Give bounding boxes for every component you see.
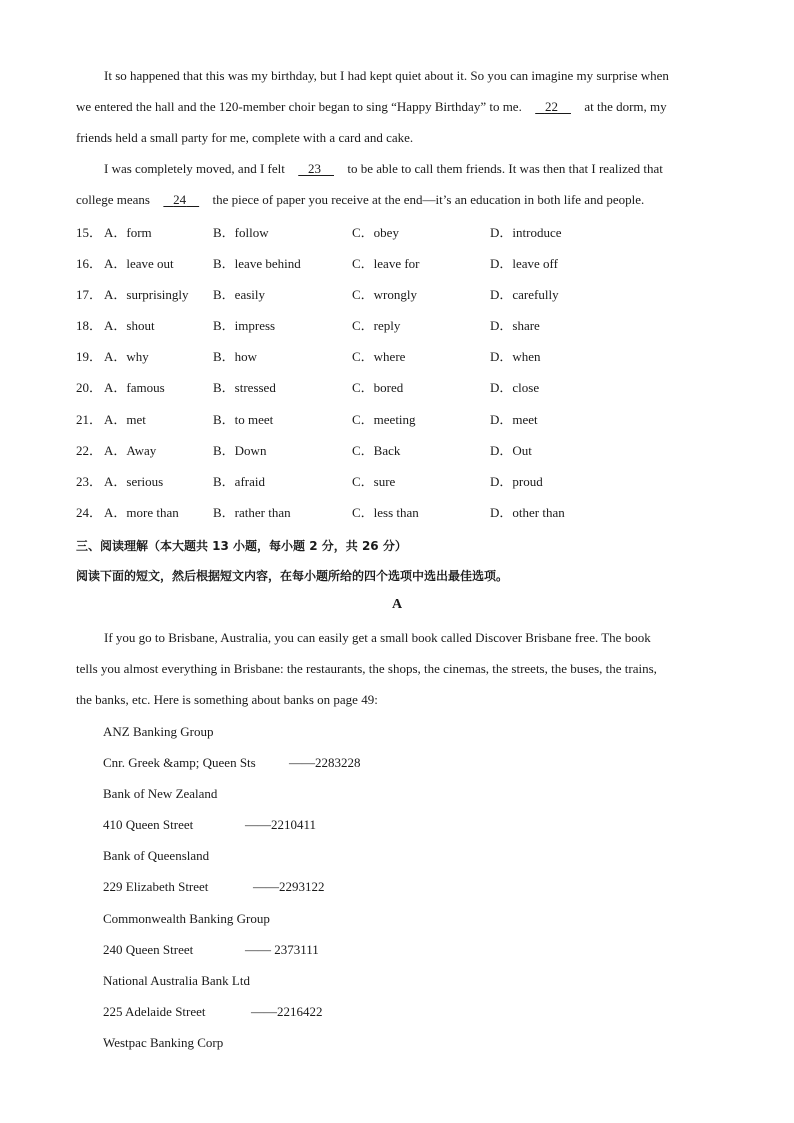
question-number: 16． (76, 256, 103, 272)
option-c[interactable]: C．bored (352, 380, 404, 396)
option-c[interactable]: C．sure (352, 473, 396, 489)
section-heading: 三、阅读理解（本大题共 13 小题，每小题 2 分，共 26 分） (76, 539, 407, 553)
option-b[interactable]: B．easily (213, 287, 265, 303)
bank-text: ANZ Banking Group (103, 724, 214, 739)
option-a[interactable]: A．famous (104, 380, 165, 396)
option-b[interactable]: B．how (213, 349, 258, 365)
cloze-line: the piece of paper you receive at the end—it’s an education in both life and people. (212, 192, 645, 208)
question-number: 19． (76, 349, 103, 365)
option-a[interactable]: A．leave out (104, 256, 174, 272)
option-a[interactable]: A．more than (104, 504, 179, 520)
option-b[interactable]: B．to meet (213, 411, 274, 427)
cloze-paragraph-2 (76, 153, 718, 215)
bank-text: 410 Queen Street (103, 817, 194, 833)
cloze-paragraph-1 (76, 60, 718, 154)
bank-address (103, 809, 317, 840)
bank-name (103, 778, 270, 809)
question-number: 22． (76, 442, 103, 458)
question-number: 24． (76, 504, 103, 520)
question-row (76, 466, 718, 497)
options-list (76, 217, 718, 528)
bank-phone: ——2216422 (251, 1003, 323, 1019)
option-d[interactable]: D．proud (490, 473, 543, 489)
option-b[interactable]: B．afraid (213, 473, 265, 489)
bank-phone: ——2210411 (245, 817, 317, 833)
option-b[interactable]: B．leave behind (213, 256, 301, 272)
blank-22: 22 (544, 99, 558, 115)
question-row (76, 497, 718, 528)
option-c[interactable]: C．where (352, 349, 406, 365)
cloze-line: I was completely moved, and I felt (104, 161, 285, 176)
blank-23: 23 (307, 161, 321, 176)
bank-text: National Australia Bank Ltd (103, 972, 250, 988)
question-row (76, 341, 718, 372)
bank-address (103, 934, 319, 965)
cloze-line: at the dorm, my (584, 99, 667, 115)
option-b[interactable]: B．stressed (213, 380, 276, 396)
option-b[interactable]: B．Down (213, 442, 267, 458)
blank-24: 24 (173, 192, 187, 208)
question-number: 20． (76, 380, 103, 396)
option-c[interactable]: C．wrongly (352, 287, 418, 303)
bank-phone: ——2283228 (289, 755, 361, 771)
option-d[interactable]: D．share (490, 318, 540, 334)
question-row (76, 404, 718, 435)
bank-phone: —— 2373111 (245, 941, 319, 957)
option-a[interactable]: A．met (104, 411, 146, 427)
bank-name (103, 716, 270, 747)
option-b[interactable]: B．follow (213, 225, 269, 240)
option-d[interactable]: D．introduce (490, 225, 562, 240)
bank-name (103, 1027, 270, 1058)
question-number: 21． (76, 411, 103, 427)
option-d[interactable]: D．Out (490, 442, 532, 458)
option-d[interactable]: D．leave off (490, 256, 558, 272)
cloze-line: we entered the hall and the 120-member choir began to sing “Happy Birthday” to me. (76, 99, 522, 115)
question-number: 15． (76, 225, 103, 240)
question-row (76, 248, 718, 279)
option-d[interactable]: D．close (490, 380, 540, 396)
section-instruction: 阅读下面的短文，然后根据短文内容，在每小题所给的四个选项中选出最佳选项。 (76, 569, 509, 583)
bank-name (103, 840, 270, 871)
option-a[interactable]: A．surprisingly (104, 287, 189, 303)
bank-name (103, 965, 270, 996)
bank-text: 225 Adelaide Street (103, 1003, 206, 1019)
passage-line: the banks, etc. Here is something about banks on page 49: (76, 692, 378, 708)
option-d[interactable]: D．when (490, 349, 541, 365)
option-a[interactable]: A．serious (104, 473, 164, 489)
option-c[interactable]: C．less than (352, 504, 419, 520)
question-row (76, 372, 718, 403)
cloze-line: friends held a small party for me, complete with a card and cake. (76, 130, 414, 146)
option-d[interactable]: D．carefully (490, 287, 559, 303)
cloze-line: college means (76, 192, 150, 208)
bank-text: 240 Queen Street (103, 941, 194, 957)
passage-line: If you go to Brisbane, Australia, you can easily get a small book called Discover Brisbane free. The book (104, 630, 651, 645)
passage-a-paragraph (76, 622, 718, 716)
bank-text: Cnr. Greek &amp; Queen Sts (103, 755, 256, 771)
option-a[interactable]: A．Away (104, 442, 157, 458)
bank-text: Bank of New Zealand (103, 786, 218, 802)
bank-address (103, 871, 325, 902)
passage-line: tells you almost everything in Brisbane: the restaurants, the shops, the cinemas, the streets, the buses, the trains, (76, 661, 657, 677)
cloze-line: It so happened that this was my birthday, but I had kept quiet about it. So you can imagine my surprise when (104, 68, 669, 83)
option-b[interactable]: B．rather than (213, 504, 291, 520)
bank-list (103, 716, 361, 1058)
option-c[interactable]: C．reply (352, 318, 401, 334)
option-c[interactable]: C．leave for (352, 256, 420, 272)
question-number: 17． (76, 287, 103, 303)
question-row (76, 435, 718, 466)
question-row (76, 279, 718, 310)
option-d[interactable]: D．meet (490, 411, 538, 427)
option-c[interactable]: C．meeting (352, 411, 416, 427)
bank-text: Bank of Queensland (103, 848, 210, 864)
question-number: 18． (76, 318, 103, 334)
part-label: A (391, 597, 403, 612)
question-row (76, 217, 718, 248)
question-number: 23． (76, 473, 103, 489)
bank-name (103, 903, 270, 934)
question-row (76, 310, 718, 341)
option-a[interactable]: A．form (104, 225, 152, 240)
bank-text: Commonwealth Banking Group (103, 910, 270, 926)
option-a[interactable]: A．shout (104, 318, 155, 334)
option-b[interactable]: B．impress (213, 318, 276, 334)
bank-address (103, 996, 323, 1027)
cloze-line: to be able to call them friends. It was then that I realized that (347, 161, 663, 176)
option-c[interactable]: C．obey (352, 225, 399, 240)
option-c[interactable]: C．Back (352, 442, 401, 458)
option-a[interactable]: A．why (104, 349, 149, 365)
bank-text: 229 Elizabeth Street (103, 879, 209, 895)
bank-phone: ——2293122 (253, 879, 325, 895)
option-d[interactable]: D．other than (490, 504, 565, 520)
bank-text: Westpac Banking Corp (103, 1034, 224, 1050)
bank-address (103, 747, 361, 778)
